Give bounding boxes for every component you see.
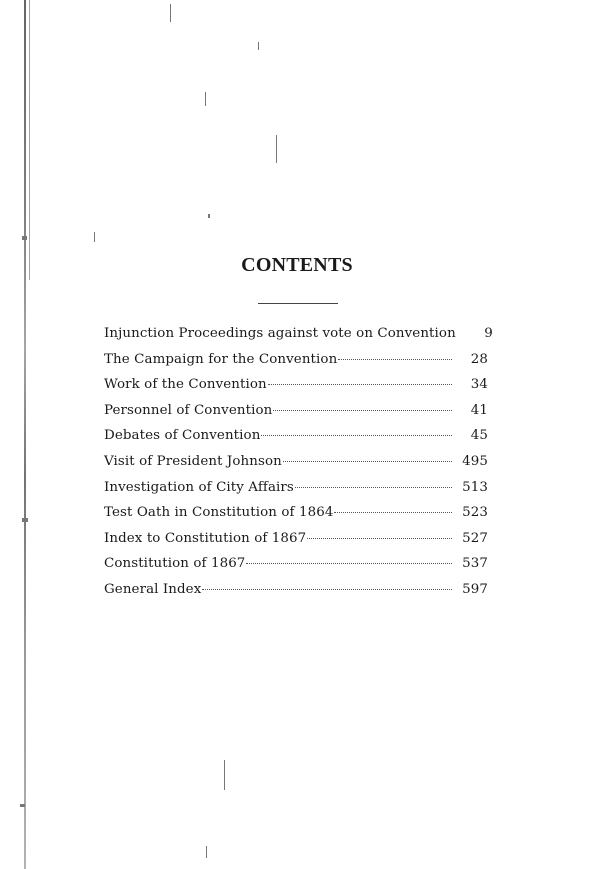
toc-entry-page-number: 523	[462, 505, 488, 521]
scan-speck	[258, 42, 259, 50]
dot-leader	[246, 563, 452, 564]
toc-entry[interactable]	[104, 326, 493, 352]
toc-entry[interactable]	[104, 377, 488, 403]
scan-speck	[205, 92, 206, 106]
table-of-contents	[104, 326, 493, 608]
toc-entry-title: General Index	[104, 581, 202, 597]
toc-entry-title: Constitution of 1867	[104, 556, 246, 572]
scan-speck	[224, 760, 225, 790]
toc-entry-page-number: 597	[462, 581, 488, 597]
scan-speck	[206, 846, 207, 858]
toc-entry-title: Personnel of Convention	[104, 402, 273, 418]
contents-heading: CONTENTS	[241, 254, 353, 276]
page-title	[0, 254, 600, 277]
dot-leader	[261, 435, 452, 436]
title-underline	[258, 303, 338, 304]
dot-leader	[202, 589, 452, 590]
dot-leader	[273, 410, 452, 411]
toc-entry[interactable]	[104, 505, 488, 531]
dot-leader	[268, 384, 452, 385]
toc-entry-title: Injunction Proceedings against vote on Convention	[104, 326, 456, 341]
dot-leader	[295, 487, 452, 488]
scan-speck	[22, 236, 27, 240]
toc-entry[interactable]	[104, 531, 488, 557]
scan-speck	[94, 232, 95, 242]
toc-entry-page-number: 513	[462, 479, 488, 495]
toc-entry-page-number: 34	[470, 377, 488, 393]
dot-leader	[334, 512, 452, 513]
toc-entry[interactable]	[104, 352, 488, 378]
toc-entry[interactable]	[104, 556, 488, 582]
binding-edge-shadow	[24, 0, 26, 869]
toc-entry-title: Visit of President Johnson	[104, 453, 282, 469]
binding-edge-shadow-secondary	[29, 0, 30, 280]
toc-entry-title: Test Oath in Constitution of 1864	[104, 505, 334, 521]
toc-entry-page-number: 28	[470, 351, 488, 367]
toc-entry[interactable]	[104, 454, 488, 480]
toc-entry[interactable]	[104, 480, 488, 506]
toc-entry-title: Index to Constitution of 1867	[104, 530, 307, 546]
toc-entry-page-number: 45	[470, 428, 488, 444]
dot-leader	[283, 461, 452, 462]
dot-leader	[338, 359, 452, 360]
toc-entry-page-number: 41	[470, 402, 488, 418]
toc-entry-title: The Campaign for the Convention	[104, 351, 338, 367]
toc-entry[interactable]	[104, 403, 488, 429]
toc-entry-title: Work of the Convention	[104, 377, 267, 393]
toc-entry-page-number: 495	[462, 453, 488, 469]
toc-entry-page-number: 527	[462, 530, 488, 546]
toc-entry-title: Investigation of City Affairs	[104, 479, 294, 495]
scan-speck	[276, 135, 277, 163]
toc-entry-page-number: 537	[462, 556, 488, 572]
scan-speck	[20, 804, 25, 807]
scan-speck	[170, 4, 171, 22]
toc-entry[interactable]	[104, 428, 488, 454]
scan-speck	[22, 518, 28, 522]
toc-entry-page-number: 9	[484, 326, 493, 341]
scan-speck	[208, 214, 210, 218]
dot-leader	[307, 538, 452, 539]
toc-entry-title: Debates of Convention	[104, 428, 261, 444]
toc-entry[interactable]	[104, 582, 488, 608]
